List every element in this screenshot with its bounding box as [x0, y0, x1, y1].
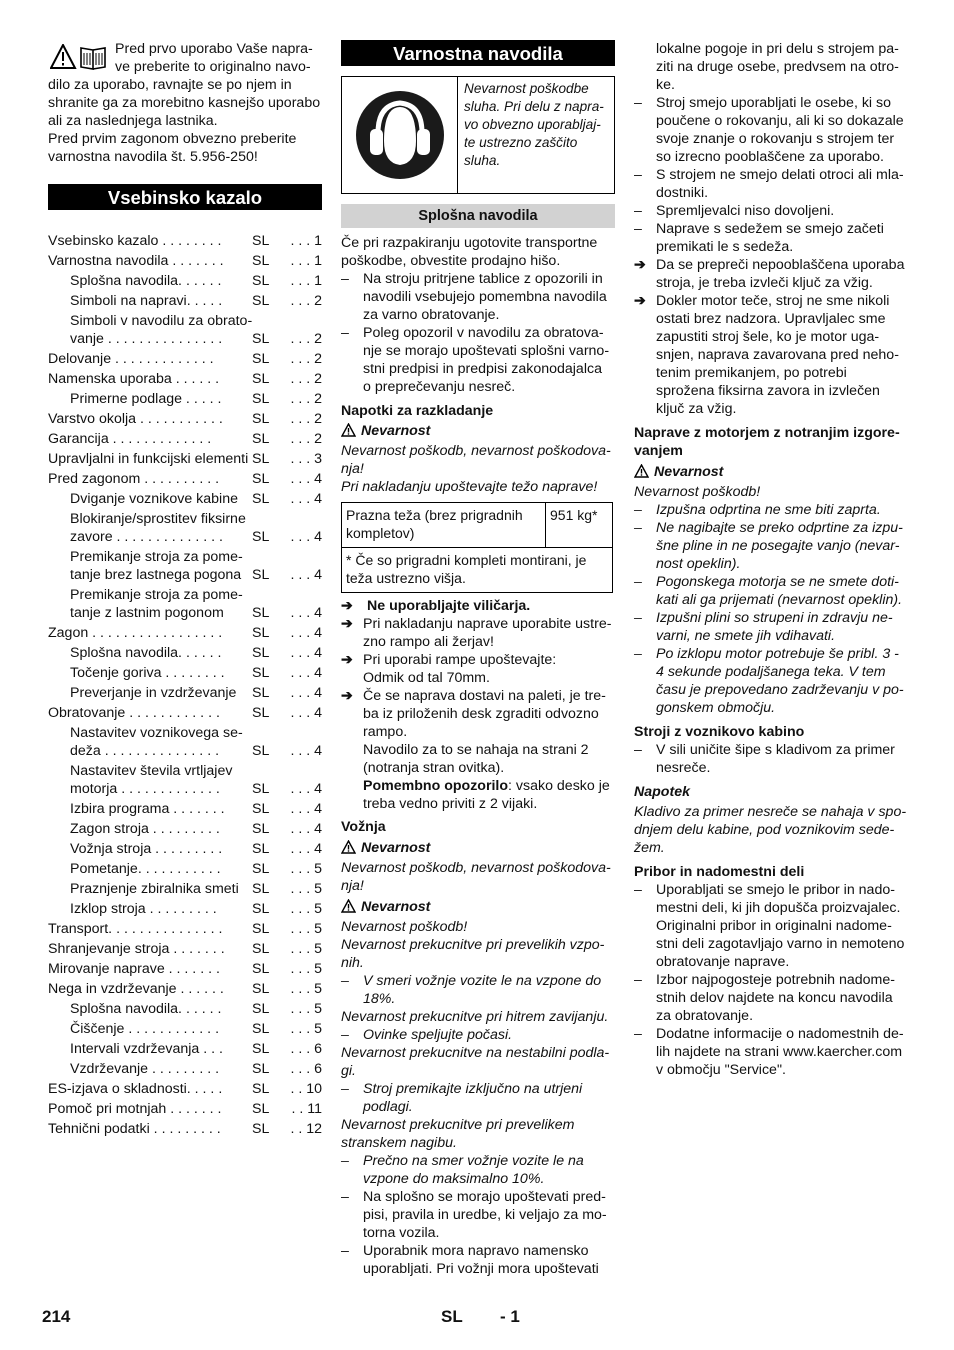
arrow-item: ➔ Da se prepreči nepooblaščena uporaba stroja, je treba izvleči ključ za vžig. [634, 257, 905, 291]
toc-entry-page: . . . 5 [290, 901, 322, 917]
list-item-continued: lokalne pogoje in pri delu s strojem pa- ziti na druge osebe, predvsem na otro- ke. [656, 41, 899, 93]
list-item: – Spremljevalci niso dovoljeni. [634, 203, 835, 219]
note-line: Nevarnost poškodbe [464, 81, 589, 96]
toc-entry-language: SL [252, 685, 270, 701]
text-line: stni predpisi in predpisi zakonodajalca [363, 361, 602, 377]
text-line: Nevarnost prekucnitve pri prevelikih vzpo- [341, 937, 605, 953]
list-item: – Izpušna odprtina ne sme biti zaprta. [634, 502, 881, 518]
toc-entry-page: . . . 4 [290, 529, 322, 545]
table-of-contents [48, 232, 322, 1138]
text-line: nih. [341, 955, 364, 971]
toc-entry-language: SL [252, 665, 270, 681]
toc-entry-name: Blokiranje/sprostitev fiksirne [70, 511, 246, 527]
toc-entry-name: Delovanje . . . . . . . . . . . . . [48, 351, 214, 367]
toc-entry[interactable] [48, 470, 322, 488]
toc-entry-page: . . . 6 [290, 1061, 322, 1077]
toc-entry-page: . . . 5 [290, 1021, 322, 1037]
toc-entry[interactable] [48, 370, 322, 388]
toc-entry[interactable] [48, 566, 322, 584]
toc-entry-page: . . . 4 [290, 471, 322, 487]
toc-entry-page: . . . 2 [290, 331, 322, 347]
toc-entry-language: SL [252, 253, 270, 269]
list-item: – Ovinke speljujte počasi. [341, 1027, 513, 1043]
toc-entry-line [48, 724, 322, 742]
toc-entry-language: SL [252, 881, 270, 897]
weight-value-cell: 951 kg* [546, 503, 613, 548]
text-line: Nevarnost poškodb, nevarnost poškodova- [341, 443, 611, 459]
toc-entry[interactable] [48, 1120, 322, 1138]
toc-entry-page: . . . 4 [290, 645, 322, 661]
unloading-heading: Napotki za razkladanje [341, 403, 494, 419]
toc-entry-name: Vzdrževanje . . . . . . . . . [70, 1061, 220, 1077]
toc-entry-language: SL [252, 901, 270, 917]
toc-entry-language: SL [252, 331, 270, 347]
toc-entry[interactable] [48, 1080, 322, 1098]
intro-line: ve preberite to originalno navo- [115, 59, 311, 75]
safety-heading: Varnostna navodila [341, 40, 615, 66]
toc-entry-language: SL [252, 981, 270, 997]
toc-entry-name: Obratovanje . . . . . . . . . . . . [48, 705, 220, 721]
arrow-item: ➔ Pri uporabi rampe upoštevajte: Odmik od tal 70mm. [341, 652, 557, 686]
toc-entry-language: SL [252, 491, 270, 507]
toc-entry-name: Simboli v navodilu za obrato- [70, 313, 253, 329]
intro-line: shranite ga za morebitno kasnejšo uporabo [48, 95, 321, 111]
danger-label: Nevarnost [341, 839, 615, 857]
list-item: – V sili uničite šipe s kladivom za primer nesreče. [634, 742, 895, 776]
list-item: – V smeri vožnje vozite le na vzpone do 18%. [341, 973, 602, 1007]
toc-entry-name: motorja . . . . . . . . . . . . . [70, 781, 220, 797]
toc-entry-name: Splošna navodila. . . . . . [70, 273, 222, 289]
toc-entry-name: Upravljalni in funkcijski elementi [48, 451, 249, 467]
toc-entry-name: Varstvo okolja . . . . . . . . . . . [48, 411, 223, 427]
toc-entry-name: Pred zagonom . . . . . . . . . . [48, 471, 220, 487]
column-1 [48, 40, 322, 1140]
toc-entry[interactable] [48, 840, 322, 858]
toc-entry-page: . . . 4 [290, 801, 322, 817]
toc-entry-name: Točenje goriva . . . . . . . . [70, 665, 225, 681]
toc-entry-page: . . . 5 [290, 981, 322, 997]
text-line: Nevarnost poškodb! [341, 919, 468, 935]
list-item: – S strojem ne smejo delati otroci ali mla- dostniki. [634, 167, 904, 201]
toc-entry-page: . . . 4 [290, 625, 322, 641]
toc-entry-page: . . . 2 [290, 351, 322, 367]
toc-entry-page: . . . 4 [290, 705, 322, 721]
text-line: gi. [341, 1063, 356, 1079]
intro-line: varnostna navodila št. 5.956-250! [48, 149, 258, 165]
toc-entry-name: Premikanje stroja za pome- [70, 549, 243, 565]
toc-entry[interactable] [48, 330, 322, 348]
toc-entry-name: Tehnični podatki . . . . . . . . . [48, 1121, 221, 1137]
note-heading: Napotek [634, 784, 690, 800]
toc-entry-line [48, 762, 322, 780]
toc-entry[interactable] [48, 684, 322, 702]
danger-label: Nevarnost [634, 463, 908, 481]
toc-entry-name: Zagon . . . . . . . . . . . . . . . . . [48, 625, 223, 641]
toc-entry[interactable] [48, 664, 322, 682]
toc-entry-language: SL [252, 1081, 270, 1097]
toc-entry-name: ES-izjava o skladnosti. . . . . [48, 1081, 223, 1097]
toc-entry-page: . . . 1 [290, 253, 322, 269]
toc-entry-language: SL [252, 625, 270, 641]
toc-entry-name: Preverjanje in vzdrževanje [70, 685, 237, 701]
text-line: nje se morajo upoštevati splošni varno- [363, 343, 610, 359]
column-2 [341, 40, 615, 1278]
note-line: sluha. [464, 153, 501, 168]
toc-entry-page: . . . 5 [290, 921, 322, 937]
toc-entry[interactable] [48, 940, 322, 958]
warning-manual-icon [50, 44, 110, 70]
toc-entry-page: . . . 2 [290, 391, 322, 407]
toc-entry-language: SL [252, 961, 270, 977]
toc-entry-page: . . . 5 [290, 941, 322, 957]
list-item: – Uporabljati se smejo le pribor in nado- mestni deli, ki jih dopušča proizvajalec. Originalni pribor in originalni nadome- stni deli zagotavljajo varno in nemoteno obratovanje naprave. [634, 882, 905, 970]
toc-entry[interactable] [48, 880, 322, 898]
toc-entry-language: SL [252, 1021, 270, 1037]
toc-entry-page: . . . 5 [290, 1001, 322, 1017]
warning-triangle-icon [341, 840, 361, 856]
toc-entry-page: . . 10 [290, 1081, 322, 1097]
footer-language: SL [441, 1307, 463, 1326]
toc-entry-name: Čiščenje . . . . . . . . . . . . [70, 1021, 220, 1037]
toc-entry-language: SL [252, 391, 270, 407]
toc-entry-language: SL [252, 1121, 270, 1137]
toc-entry-language: SL [252, 351, 270, 367]
toc-entry[interactable] [48, 292, 322, 310]
toc-entry-name: Nega in vzdrževanje . . . . . . [48, 981, 224, 997]
toc-entry[interactable] [48, 410, 322, 428]
toc-entry-name: vanje . . . . . . . . . . . . . . . [70, 331, 223, 347]
toc-entry-language: SL [252, 705, 270, 721]
toc-entry[interactable] [48, 800, 322, 818]
toc-entry-language: SL [252, 451, 270, 467]
weight-table [341, 502, 613, 593]
toc-entry-language: SL [252, 801, 270, 817]
toc-entry[interactable] [48, 604, 322, 622]
arrow-item: ➔ Dokler motor teče, stroj ne sme nikoli ostati brez nadzora. Upravljalec sme zapustiti stroj šele, ko je motor uga- snjen, naprava zavarovana pred neho- tenim premikanjem, po potrebi sprožena fiksirna zavora in izvlečen ključ za vžig. [634, 293, 899, 417]
list-item: – Na stroju pritrjene tablice z opozorili in navodili vsebujejo pomembna navodila za varno obratovanje. [341, 270, 615, 324]
text-line: nja! [341, 461, 364, 477]
toc-entry-name: Vsebinsko kazalo . . . . . . . . [48, 233, 222, 249]
toc-entry[interactable] [48, 1020, 322, 1038]
toc-entry-language: SL [252, 941, 270, 957]
toc-entry-language: SL [252, 605, 270, 621]
warning-triangle-icon [634, 464, 654, 480]
note-line: te ustrezno zaščito [464, 135, 578, 150]
list-item: – Poleg opozoril v navodilu za obratova- nje se morajo upoštevati splošni varno- stni predpisi in predpisi zakonodajalca o preprečevanju nesreč. [341, 324, 615, 396]
hearing-note [458, 77, 610, 193]
toc-entry-name: Vožnja stroja . . . . . . . . . [70, 841, 223, 857]
toc-entry-language: SL [252, 567, 270, 583]
list-item: – Izpušni plini so strupeni in zdravju ne- varni, ne smete jih vdihavati. [634, 610, 893, 644]
toc-entry-language: SL [252, 921, 270, 937]
text-line: Poleg opozoril v navodilu za obratova- [363, 325, 604, 341]
toc-entry-page: . . . 4 [290, 821, 322, 837]
toc-entry[interactable] [48, 1060, 322, 1078]
toc-entry-line [48, 312, 322, 330]
general-heading: Splošna navodila [341, 204, 615, 228]
toc-entry-page: . . . 1 [290, 233, 322, 249]
toc-entry-page: . . . 2 [290, 371, 322, 387]
toc-entry[interactable] [48, 1040, 322, 1058]
intro-line: dilo za uporabo, ravnajte se po njem in [48, 77, 292, 93]
engine-heading: Naprave z motorjem z notranjim izgore- vanjem [634, 425, 900, 459]
list-item: – Dodatne informacije o nadomestnih de- lih najdete na strani www.kaercher.com v območju "Service". [634, 1026, 904, 1078]
toc-entry-language: SL [252, 1041, 270, 1057]
text-line: poškodbe, obvestite prodajno hišo. [341, 253, 561, 269]
list-item: – Izbor najpogosteje potrebnih nadome- stnih delov najdete na koncu navodila za obratovanje. [634, 972, 895, 1024]
toc-entry[interactable] [48, 232, 322, 250]
toc-entry-name: Izbira programa . . . . . . . [70, 801, 225, 817]
driving-heading: Vožnja [341, 819, 386, 835]
intro-line: ali za naslednjega lastnika. [48, 113, 218, 129]
toc-entry-name: Pometanje. . . . . . . . . . . [70, 861, 221, 877]
toc-entry-name: Intervali vzdrževanja . . . [70, 1041, 223, 1057]
toc-entry[interactable] [48, 252, 322, 270]
toc-entry-name: Splošna navodila. . . . . . [70, 645, 222, 661]
toc-entry-page: . . 12 [290, 1121, 322, 1137]
list-item: – Pogonskega motorja se ne smete doti- kati ali ga prijemati (nevarnost opeklin). [634, 574, 903, 608]
toc-entry-line [48, 548, 322, 566]
toc-entry-name: Mirovanje naprave . . . . . . . [48, 961, 220, 977]
toc-entry[interactable] [48, 960, 322, 978]
arrow-item: ➔ Če se naprava dostavi na paleti, je tre- ba iz priloženih desk zgraditi odvozno rampo. Navodilo za to se nahaja na strani 2 (notranja stran ovitka). Pomembno opozorilo: vsako desko je treba vedno priviti z 2 vijaki. [341, 688, 610, 812]
text-line: nja! [341, 878, 364, 894]
toc-entry[interactable] [48, 390, 322, 408]
text-line: navodili vsebujejo pomembna navodila [363, 289, 607, 305]
toc-heading: Vsebinsko kazalo [48, 184, 322, 210]
toc-entry-language: SL [252, 293, 270, 309]
toc-entry-page: . . . 1 [290, 273, 322, 289]
toc-entry-page: . . . 4 [290, 685, 322, 701]
toc-entry[interactable] [48, 980, 322, 998]
toc-entry-language: SL [252, 781, 270, 797]
danger-label: Nevarnost [341, 898, 615, 916]
list-item: – Prečno na smer vožnje vozite le na vzpone do maksimalno 10%. [341, 1153, 584, 1187]
text-line: Nevarnost prekucnitve na nestabilni podla- [341, 1045, 610, 1061]
toc-entry-page: . . . 4 [290, 781, 322, 797]
toc-entry-page: . . . 4 [290, 665, 322, 681]
text-line: za varno obratovanje. [363, 307, 500, 323]
toc-entry-language: SL [252, 645, 270, 661]
toc-entry-name: Zagon stroja . . . . . . . . . [70, 821, 220, 837]
toc-entry-name: Pomoč pri motnjah . . . . . . . [48, 1101, 222, 1117]
list-item: – Stroj premikajte izključno na utrjeni podlagi. [341, 1081, 583, 1115]
toc-entry-page: . . . 3 [290, 451, 322, 467]
toc-entry-name: tanje brez lastnega pogona [70, 567, 242, 583]
list-item: – Stroj smejo uporabljati le osebe, ki so poučene o rokovanju, ali ki so dokazale svoje znanje o rokovanju s strojem ter so izrecno pooblaščene za uporabo. [634, 95, 904, 165]
toc-entry-name: Premikanje stroja za pome- [70, 587, 243, 603]
text-line: dnjem delu kabine, pod voznikovim sede- [634, 822, 895, 838]
toc-entry-name: Primerne podlage . . . . . [70, 391, 222, 407]
toc-entry-name: Shranjevanje stroja . . . . . . . [48, 941, 225, 957]
toc-entry-page: . . . 4 [290, 567, 322, 583]
toc-entry[interactable] [48, 272, 322, 290]
text-line: Nevarnost prekucnitve pri hitrem zavijanju. [341, 1009, 609, 1025]
toc-entry-name: Varnostna navodila . . . . . . . [48, 253, 224, 269]
toc-entry-page: . . . 4 [290, 841, 322, 857]
toc-entry[interactable] [48, 1000, 322, 1018]
text-line: Pri nakladanju upoštevajte težo naprave! [341, 479, 598, 495]
text-line: Na stroju pritrjene tablice z opozorili in [363, 271, 603, 287]
arrow-item: ➔ Ne uporabljajte viličarja. [341, 598, 531, 614]
toc-entry[interactable] [48, 528, 322, 546]
toc-entry-page: . . . 4 [290, 491, 322, 507]
text-line: o preprečevanju nesreč. [363, 379, 516, 395]
weight-label-cell: Prazna teža (brez prigradnih kompletov) [342, 503, 546, 548]
toc-entry-language: SL [252, 273, 270, 289]
arrow-item: ➔ Pri nakladanju naprave uporabite ustre- zno rampo ali žerjav! [341, 616, 612, 650]
toc-entry-name: deža . . . . . . . . . . . . . . . [70, 743, 220, 759]
hearing-box [341, 76, 615, 194]
toc-entry-language: SL [252, 411, 270, 427]
list-item: – Na splošno se morajo upoštevati pred- pisi, pravila in uredbe, ki veljajo za mo- torna vozila. [341, 1189, 607, 1241]
toc-entry-page: . . . 6 [290, 1041, 322, 1057]
footer-section-number: - 1 [500, 1307, 520, 1326]
toc-entry-language: SL [252, 861, 270, 877]
warning-triangle-icon [341, 423, 361, 439]
text-line: Nevarnost poškodb, nevarnost poškodova- [341, 860, 611, 876]
intro-block [48, 40, 322, 166]
toc-entry-language: SL [252, 1101, 270, 1117]
toc-entry[interactable] [48, 920, 322, 938]
list-item: – Po izklopu motor potrebuje še pribl. 3 - 4 sekunde podaljšanega teka. V tem času je prepovedano zadrževanju v po- gonskem območju. [634, 646, 904, 716]
toc-entry-language: SL [252, 431, 270, 447]
toc-entry-name: Nastavitev števila vrtljajev [70, 763, 233, 779]
note-line: vo obvezno uporabljaj- [464, 117, 601, 132]
toc-entry[interactable] [48, 624, 322, 642]
toc-entry-language: SL [252, 233, 270, 249]
cab-heading: Stroji z voznikovo kabino [634, 724, 805, 740]
toc-entry-name: zavore . . . . . . . . . . . . . . [70, 529, 223, 545]
toc-entry-page: . . . 2 [290, 293, 322, 309]
toc-entry-page: . . . 2 [290, 431, 322, 447]
accessories-heading: Pribor in nadomestni deli [634, 864, 805, 880]
list-item: – Naprave s sedežem se smejo začeti premikati le s sedeža. [634, 221, 884, 255]
toc-entry-page: . . . 4 [290, 605, 322, 621]
intro-line: Pred prvo uporabo Vaše napra- [115, 41, 313, 57]
toc-entry-name: Izklop stroja . . . . . . . . . [70, 901, 217, 917]
text-line: Nevarnost poškodb! [634, 484, 761, 500]
text-line: stranskem nagibu. [341, 1135, 457, 1151]
column-3 [634, 40, 908, 1079]
toc-entry-name: Garancija . . . . . . . . . . . . . [48, 431, 212, 447]
toc-entry-page: . . . 5 [290, 961, 322, 977]
toc-entry[interactable] [48, 450, 322, 468]
toc-entry-language: SL [252, 371, 270, 387]
toc-entry-language: SL [252, 1001, 270, 1017]
toc-entry-page: . . 11 [291, 1101, 322, 1117]
toc-entry-page: . . . 4 [290, 743, 322, 759]
danger-label: Nevarnost [341, 422, 615, 440]
toc-entry-language: SL [252, 841, 270, 857]
toc-entry[interactable] [48, 780, 322, 798]
toc-entry-name: Praznjenje zbiralnika smeti [70, 881, 239, 897]
toc-entry-name: Namenska uporaba . . . . . . [48, 371, 220, 387]
toc-entry[interactable] [48, 350, 322, 368]
toc-entry-language: SL [252, 743, 270, 759]
toc-entry-line [48, 510, 322, 528]
weight-note-cell: * Če so prigradni kompleti montirani, je teža ustrezno višja. [342, 548, 613, 593]
intro-line: Pred prvim zagonom obvezno preberite [48, 131, 297, 147]
toc-entry[interactable] [48, 704, 322, 722]
text-line: žem. [634, 840, 665, 856]
toc-entry[interactable] [48, 742, 322, 760]
toc-entry[interactable] [48, 820, 322, 838]
toc-entry-name: tanje z lastnim pogonom [70, 605, 224, 621]
page-number: 214 [42, 1307, 71, 1326]
toc-entry-language: SL [252, 1061, 270, 1077]
toc-entry[interactable] [48, 490, 322, 508]
note-line: sluha. Pri delu z napra- [464, 99, 604, 114]
toc-entry-name: Splošna navodila. . . . . . [70, 1001, 222, 1017]
text-line: Če pri razpakiranju ugotovite transportne [341, 235, 598, 251]
toc-entry-name: Simboli na napravi. . . . . [70, 293, 223, 309]
toc-entry[interactable] [48, 644, 322, 662]
toc-entry-page: . . . 5 [290, 861, 322, 877]
toc-entry-name: Nastavitev voznikovega se- [70, 725, 243, 741]
text-line: Kladivo za primer nesreče se nahaja v spo- [634, 804, 907, 820]
toc-entry-page: . . . 5 [290, 881, 322, 897]
toc-entry[interactable] [48, 1100, 322, 1118]
list-item: – Uporabnik mora napravo namensko uporabljati. Pri vožnji mora upoštevati [341, 1243, 599, 1277]
toc-entry[interactable] [48, 900, 322, 918]
text-line: Nevarnost prekucnitve pri prevelikem [341, 1117, 575, 1133]
toc-entry-language: SL [252, 821, 270, 837]
toc-entry-name: Dviganje voznikove kabine [70, 491, 238, 507]
toc-entry-name: Transport. . . . . . . . . . . . . . . [48, 921, 223, 937]
toc-entry[interactable] [48, 860, 322, 878]
toc-entry-line [48, 586, 322, 604]
toc-entry-page: . . . 2 [290, 411, 322, 427]
toc-entry-language: SL [252, 529, 270, 545]
hearing-protection-icon [342, 77, 458, 193]
toc-entry[interactable] [48, 430, 322, 448]
toc-entry-language: SL [252, 471, 270, 487]
list-item: – Ne nagibajte se preko odprtine za izpu- šne pline in ne posegajte vanjo (nevar- nost opeklin). [634, 520, 903, 572]
warning-triangle-icon [341, 899, 361, 915]
